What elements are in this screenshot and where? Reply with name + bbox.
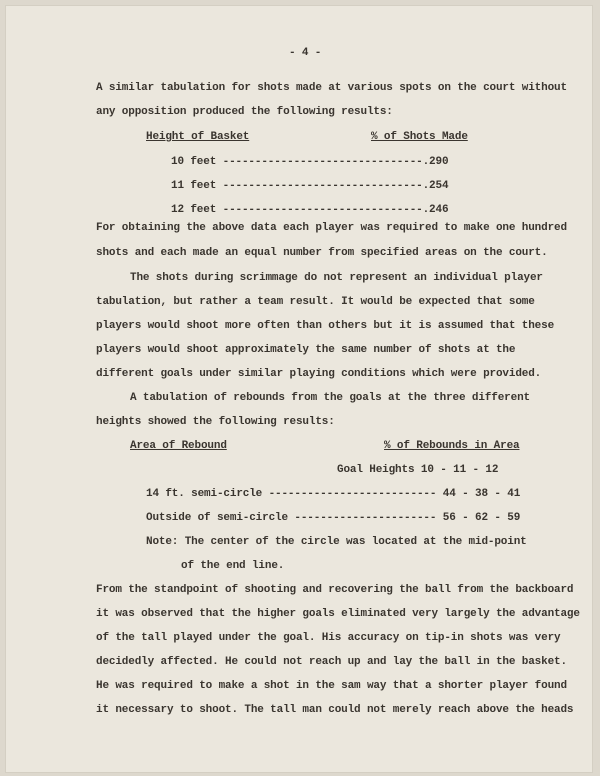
document-page xyxy=(6,6,592,772)
table2-row-label: 14 ft. semi-circle xyxy=(146,488,263,500)
intro-line-1: A similar tabulation for shots made at various spots on the court without xyxy=(96,82,567,94)
table1-header-right: % of Shots Made xyxy=(371,131,468,143)
para3-line-1: A tabulation of rebounds from the goals at the three different xyxy=(130,392,530,404)
table2-row-label: Outside of semi-circle xyxy=(146,512,288,524)
table1-row-leader: ------------------------------- xyxy=(222,204,423,216)
para4-line-5: He was required to make a shot in the sam way that a shorter player found xyxy=(96,680,567,692)
table2-row-leader: ---------------------- xyxy=(294,512,437,524)
table1-row-leader: ------------------------------- xyxy=(222,180,423,192)
para1-line-1: For obtaining the above data each player was required to make one hundred xyxy=(96,222,567,234)
intro-line-2: any opposition produced the following results: xyxy=(96,106,393,118)
table2-row-value: 56 - 62 - 59 xyxy=(442,512,521,524)
para4-line-6: it necessary to shoot. The tall man could not merely reach above the heads xyxy=(96,704,574,716)
table1-row xyxy=(171,155,448,169)
para2-line-4: players would shoot approximately the same number of shots at the xyxy=(96,344,516,356)
page-number: - 4 - xyxy=(289,47,322,59)
para1-line-2: shots and each made an equal number from specified areas on the court. xyxy=(96,247,548,259)
table2-row-value: 44 - 38 - 41 xyxy=(442,488,521,500)
table2-row-leader: -------------------------- xyxy=(268,488,437,500)
para2-line-5: different goals under similar playing conditions which were provided. xyxy=(96,368,542,380)
para2-line-2: tabulation, but rather a team result. It would be expected that some xyxy=(96,296,535,308)
table1-row-label: 10 feet xyxy=(171,156,217,168)
table1-row-leader: ------------------------------- xyxy=(222,156,423,168)
table1-row-value: .246 xyxy=(422,204,449,216)
table1-row-value: .254 xyxy=(422,180,449,192)
table1-row xyxy=(171,203,448,217)
table1-row xyxy=(171,179,448,193)
table2-subheader: Goal Heights 10 - 11 - 12 xyxy=(337,464,499,476)
table2-row xyxy=(146,511,520,525)
table1-row-label: 12 feet xyxy=(171,204,217,216)
para2-line-1: The shots during scrimmage do not represent an individual player xyxy=(130,272,543,284)
table2-header-left: Area of Rebound xyxy=(130,440,227,452)
para4-line-2: it was observed that the higher goals eliminated very largely the advantage xyxy=(96,608,580,620)
table2-header-right: % of Rebounds in Area xyxy=(384,440,520,452)
table1-header-left: Height of Basket xyxy=(146,131,250,143)
table1-row-label: 11 feet xyxy=(171,180,217,192)
table2-note-line-2: of the end line. xyxy=(181,560,285,572)
para4-line-1: From the standpoint of shooting and recovering the ball from the backboard xyxy=(96,584,574,596)
table1-row-value: .290 xyxy=(422,156,449,168)
table2-row xyxy=(146,487,520,501)
para3-line-2: heights showed the following results: xyxy=(96,416,335,428)
table2-note-line-1: Note: The center of the circle was located at the mid-point xyxy=(146,536,527,548)
para2-line-3: players would shoot more often than others but it is assumed that these xyxy=(96,320,555,332)
para4-line-4: decidedly affected. He could not reach up and lay the ball in the basket. xyxy=(96,656,567,668)
para4-line-3: of the tall played under the goal. His accuracy on tip-in shots was very xyxy=(96,632,561,644)
